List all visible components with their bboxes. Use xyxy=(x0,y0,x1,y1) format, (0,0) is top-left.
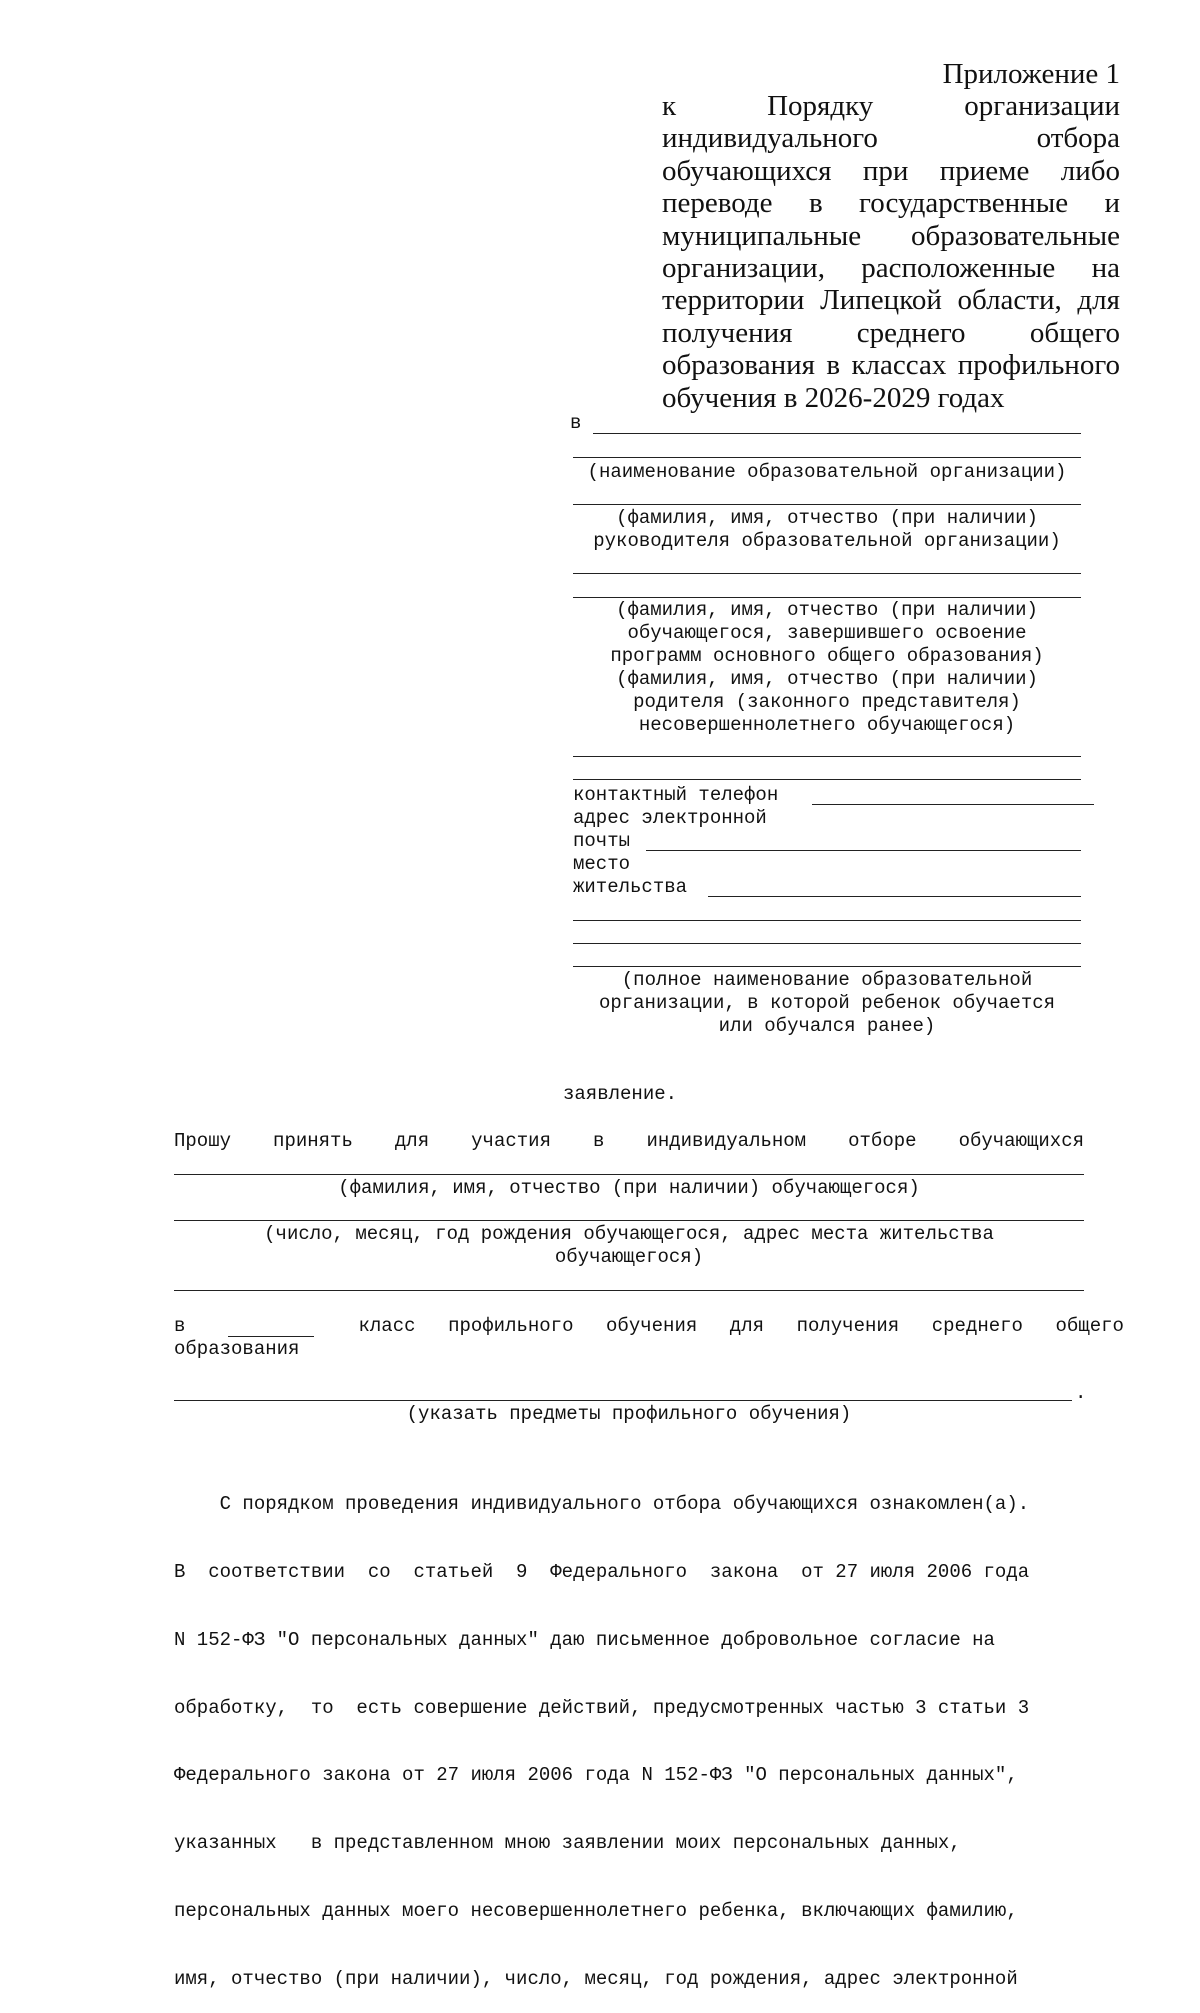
request-word: для xyxy=(394,1130,430,1152)
class-word: в xyxy=(174,1315,186,1337)
student-fullname-caption: (фамилия, имя, отчество (при наличии) обучающегося) xyxy=(338,1177,920,1199)
student-caption-line-6: несовершеннолетнего обучающегося) xyxy=(638,714,1016,736)
school-caption-line-1: (полное наименование образовательной xyxy=(621,969,1033,991)
school-caption-line-2: организации, в которой ребенок обучается xyxy=(598,992,1056,1014)
consent-line: N 152-ФЗ "О персональных данных" даю письменное добровольное согласие на xyxy=(174,1628,995,1651)
phone-field[interactable] xyxy=(812,804,1094,805)
request-word: принять xyxy=(273,1130,353,1152)
student-caption-line-4: (фамилия, имя, отчество (при наличии) xyxy=(616,668,1038,690)
class-word: общего xyxy=(1055,1315,1124,1337)
class-word: среднего xyxy=(931,1315,1023,1337)
email-label-line-1: адрес электронной xyxy=(573,807,767,829)
subjects-caption: (указать предметы профильного обучения) xyxy=(406,1403,852,1425)
consent-line: Федерального закона от 27 июля 2006 года N 152-ФЗ "О персональных данных", xyxy=(174,1764,1018,1787)
class-word: обучения xyxy=(606,1315,698,1337)
previous-school-field[interactable] xyxy=(573,966,1081,967)
consent-line: персональных данных моего несовершеннолетнего ребенка, включающих фамилию, xyxy=(174,1899,1018,1922)
org-name-field[interactable] xyxy=(593,433,1081,434)
class-word: профильного xyxy=(448,1315,574,1337)
class-word: получения xyxy=(796,1315,900,1337)
parent-name-field[interactable] xyxy=(573,756,1081,757)
email-field[interactable] xyxy=(646,850,1081,851)
birth-caption-line-1: (число, месяц, год рождения обучающегося, адрес места жительства xyxy=(264,1223,994,1245)
consent-line: обработку, то есть совершение действий, предусмотренных частью 3 статьи 3 xyxy=(174,1696,1030,1719)
head-caption-line-1: (фамилия, имя, отчество (при наличии) xyxy=(616,507,1038,529)
school-caption-line-3: или обучался ранее) xyxy=(718,1015,936,1037)
consent-line: С порядком проведения индивидуального отбора обучающихся ознакомлен(а). xyxy=(174,1493,1030,1516)
org-name-caption: (наименование образовательной организации) xyxy=(587,461,1067,483)
org-name-field-line-2[interactable] xyxy=(573,457,1081,458)
birth-address-field[interactable] xyxy=(174,1220,1084,1221)
head-name-field[interactable] xyxy=(573,504,1081,505)
birth-caption-line-2: обучающегося) xyxy=(554,1246,704,1268)
class-line xyxy=(174,1315,1124,1338)
residence-field-line-3[interactable] xyxy=(573,943,1081,944)
request-word: в xyxy=(593,1130,605,1152)
phone-label: контактный телефон xyxy=(573,784,779,806)
class-word-last: образования xyxy=(174,1338,300,1360)
to-prefix: в xyxy=(570,412,582,434)
class-word: класс xyxy=(358,1315,416,1337)
residence-field[interactable] xyxy=(708,896,1081,897)
subjects-field[interactable] xyxy=(174,1400,1072,1401)
request-word: Прошу xyxy=(174,1130,232,1152)
student-caption-line-3: программ основного общего образования) xyxy=(610,645,1044,667)
consent-line: указанных в представленном мною заявлении моих персональных данных, xyxy=(174,1832,961,1855)
consent-line: В соответствии со статьей 9 Федерального закона от 27 июля 2006 года xyxy=(174,1560,1030,1583)
class-word: для xyxy=(729,1315,765,1337)
appendix-reference: к Порядку организации индивидуального отбора обучающихся при приеме либо переводе в государственные и муниципальные образовательные организации, расположенные на территории Липецкой области, для получения среднего общего образования в классах профильного обучения в 2026-2029 годах xyxy=(662,90,1120,414)
student-name-field[interactable] xyxy=(573,573,1081,574)
student-fullname-field[interactable] xyxy=(174,1174,1084,1175)
request-word: индивидуальном xyxy=(646,1130,807,1152)
request-word: обучающихся xyxy=(958,1130,1084,1152)
residence-label-line-1: место xyxy=(573,853,631,875)
statement-title: заявление. xyxy=(563,1083,678,1105)
residence-label-line-2: жительства xyxy=(573,876,688,898)
subjects-period: . xyxy=(1075,1382,1087,1404)
head-caption-line-2: руководителя образовательной организации) xyxy=(593,530,1061,552)
appendix-title: Приложение 1 xyxy=(942,58,1120,90)
email-label-line-2: почты xyxy=(573,830,631,852)
consent-paragraph xyxy=(174,1448,1090,2013)
student-name-field-line-2[interactable] xyxy=(573,597,1081,598)
residence-field-line-2[interactable] xyxy=(573,920,1081,921)
student-caption-line-5: родителя (законного представителя) xyxy=(633,691,1021,713)
student-caption-line-1: (фамилия, имя, отчество (при наличии) xyxy=(616,599,1038,621)
request-line xyxy=(174,1130,1084,1153)
request-word: отборе xyxy=(848,1130,917,1152)
birth-address-field-line-2[interactable] xyxy=(174,1290,1084,1291)
request-word: участия xyxy=(471,1130,551,1152)
student-caption-line-2: обучающегося, завершившего освоение xyxy=(627,622,1027,644)
consent-line: имя, отчество (при наличии), число, месяц, год рождения, адрес электронной xyxy=(174,1967,1018,1990)
parent-name-field-line-2[interactable] xyxy=(573,779,1081,780)
